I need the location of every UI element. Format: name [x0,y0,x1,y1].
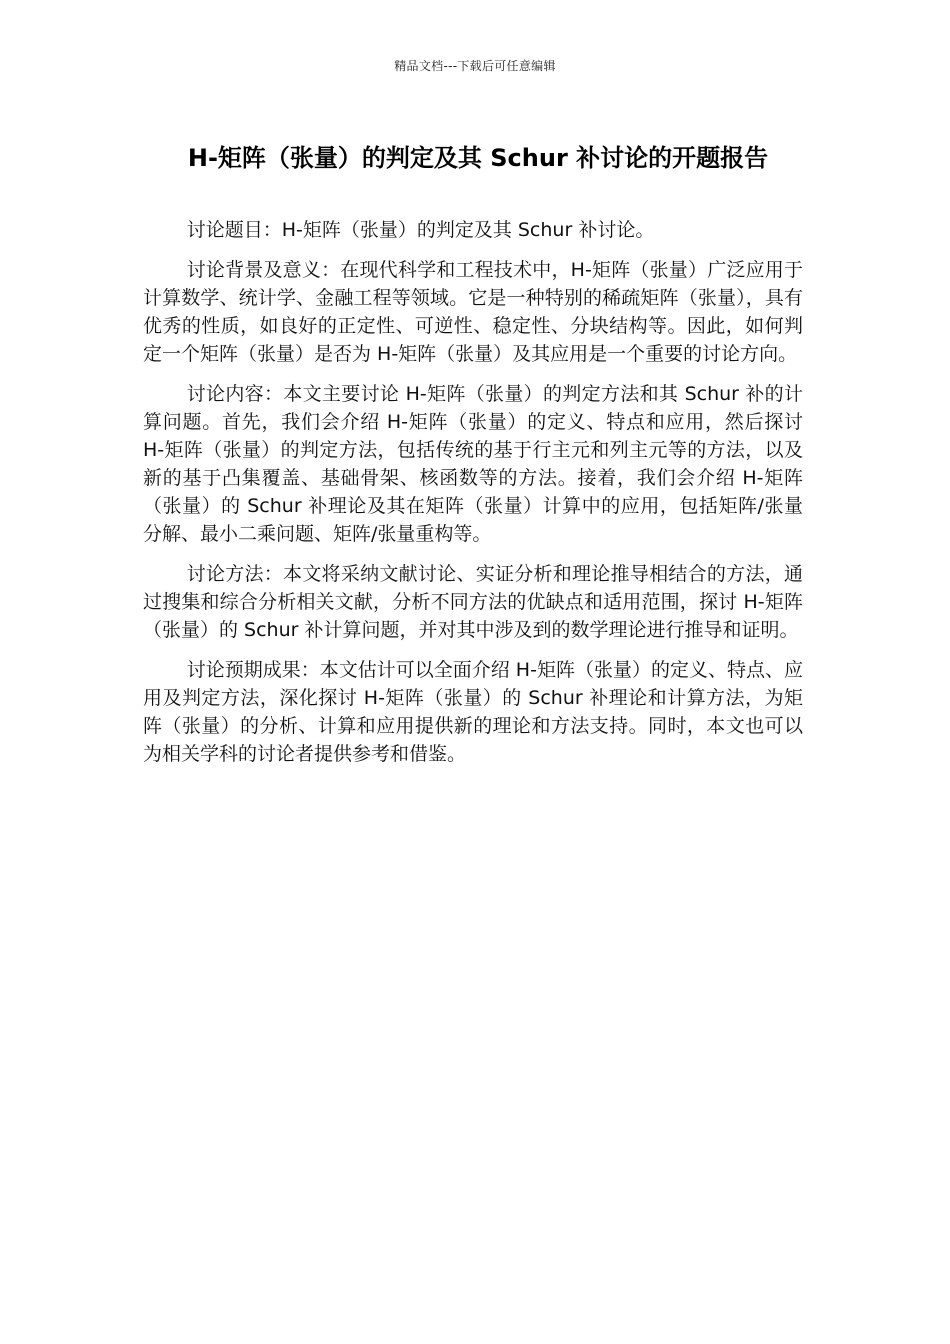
document-body [143,216,803,780]
paragraph-topic: 讨论题目：H-矩阵（张量）的判定及其 Schur 补讨论。 [186,219,655,241]
document-title: H-矩阵（张量）的判定及其 Schur 补讨论的开题报告 [187,144,769,172]
header-note: 精品文档---下载后可任意编辑 [394,59,556,73]
paragraph-content: 讨论内容：本文主要讨论 H-矩阵（张量）的判定方法和其 Schur 补的计算问题。首先，我们会介绍 H-矩阵（张量）的定义、特点和应用，然后探讨 H-矩阵（张量）的判定方法，包括传统的基于行主元和列主元等的方法，以及新的基于凸集覆盖、基础骨架、核函数等的方法。接着，我们会介绍 H-矩阵（张量）的 Schur 补理论及其在矩阵（张量）计算中的应用，包括矩阵/张量分解、最小二乘问题、矩阵/张量重构等。 [143,383,803,545]
paragraph-method: 讨论方法：本文将采纳文献讨论、实证分析和理论推导相结合的方法，通过搜集和综合分析相关文献，分析不同方法的优缺点和适用范围，探讨 H-矩阵（张量）的 Schur 补计算问题，并对其中涉及到的数学理论进行推导和证明。 [143,563,803,641]
paragraph-expected-results: 讨论预期成果：本文估计可以全面介绍 H-矩阵（张量）的定义、特点、应用及判定方法，深化探讨 H-矩阵（张量）的 Schur 补理论和计算方法，为矩阵（张量）的分析、计算和应用提供新的理论和方法支持。同时，本文也可以为相关学科的讨论者提供参考和借鉴。 [143,659,803,765]
paragraph-background: 讨论背景及意义：在现代科学和工程技术中，H-矩阵（张量）广泛应用于计算数学、统计学、金融工程等领域。它是一种特别的稀疏矩阵（张量），具有优秀的性质，如良好的正定性、可逆性、稳定性、分块结构等。因此，如何判定一个矩阵（张量）是否为 H-矩阵（张量）及其应用是一个重要的讨论方向。 [143,259,803,365]
